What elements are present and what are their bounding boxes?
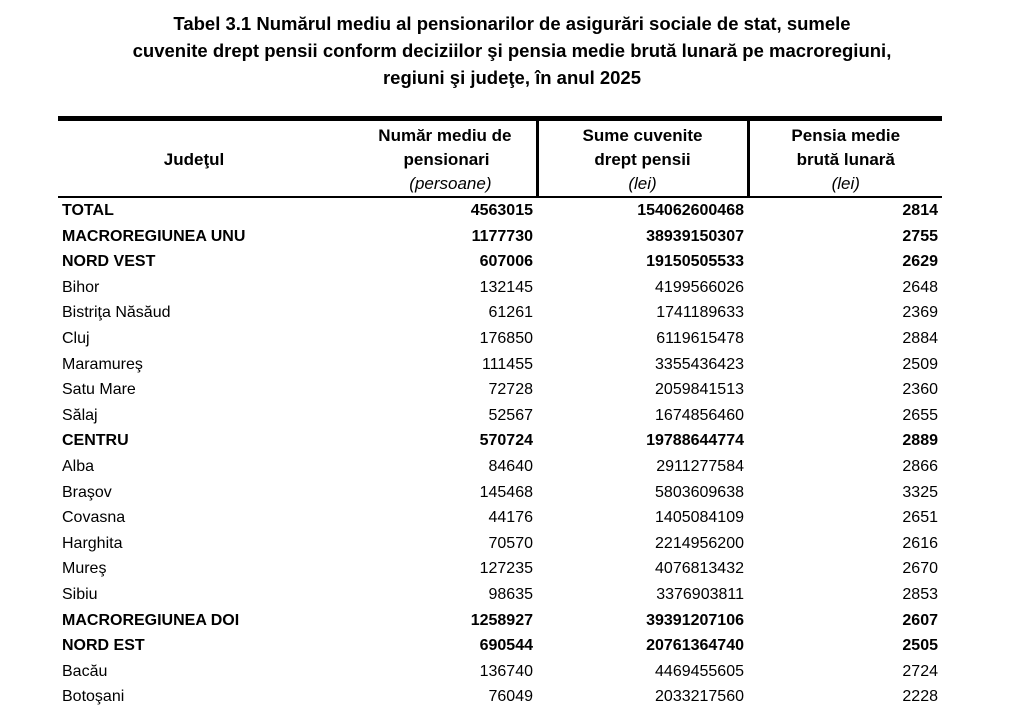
pension-sum: 1674856460 — [655, 406, 744, 424]
county-name: Satu Mare — [62, 381, 136, 399]
county-name: Maramureş — [62, 355, 143, 373]
pension-sum: 2059841513 — [655, 381, 744, 399]
county-name: Harghita — [62, 534, 123, 552]
county-name: Mureş — [62, 560, 107, 578]
county-name: Sibiu — [62, 585, 98, 603]
county-name: Alba — [62, 457, 95, 475]
county-name: Bihor — [62, 278, 100, 296]
table-row — [58, 326, 942, 352]
average-pension: 2607 — [902, 611, 938, 629]
county-name: Bacău — [62, 662, 108, 680]
pensioners-count: 607006 — [479, 253, 533, 271]
average-pension: 2814 — [902, 202, 938, 219]
table-row — [58, 249, 942, 275]
county-name: Botoşani — [62, 688, 125, 706]
pensioners-count: 1177730 — [471, 227, 533, 245]
average-pension: 2724 — [902, 662, 938, 680]
table-row — [58, 377, 942, 403]
table-row — [58, 454, 942, 480]
average-pension: 2369 — [902, 304, 938, 322]
pension-sum: 1405084109 — [655, 509, 744, 527]
title-line: Tabel 3.1 Numărul mediu al pensionarilor de asigurări sociale de stat, sumele — [173, 13, 851, 34]
table-row — [58, 505, 942, 531]
pensioners-count: 61261 — [488, 304, 533, 322]
county-name: TOTAL — [62, 202, 114, 219]
county-name: MACROREGIUNEA DOI — [62, 611, 240, 629]
pensioners-count: 70570 — [488, 534, 533, 552]
average-pension: 2505 — [902, 637, 938, 655]
pensioners-count: 98635 — [488, 585, 533, 603]
table-title — [0, 10, 1024, 91]
average-pension: 2228 — [902, 688, 938, 706]
average-pension: 2866 — [902, 457, 938, 475]
table-row — [58, 403, 942, 429]
pension-sum: 2911277584 — [656, 457, 744, 475]
table-row — [58, 659, 942, 685]
pension-sum: 4076813432 — [655, 560, 744, 578]
table-row — [58, 684, 942, 710]
table-row — [58, 531, 942, 557]
average-pension: 2648 — [902, 278, 938, 296]
average-pension: 2884 — [902, 329, 938, 347]
average-pension: 2755 — [902, 227, 938, 245]
table-row — [58, 608, 942, 634]
header-pensia-medie: Pensia medie brută lunară (lei) — [748, 119, 942, 198]
table-row — [58, 352, 942, 378]
pensioners-count: 1258927 — [470, 611, 533, 629]
pension-sum: 39391207106 — [646, 611, 744, 629]
header-row — [58, 119, 942, 198]
average-pension: 2655 — [902, 406, 938, 424]
pension-sum: 2033217560 — [655, 688, 744, 706]
table-row — [58, 633, 942, 659]
pension-sum: 2214956200 — [655, 534, 744, 552]
pensioners-count: 176850 — [479, 329, 533, 347]
county-name: Bistriţa Năsăud — [62, 304, 171, 322]
pensioners-count: 4563015 — [470, 202, 533, 219]
title-line: regiuni şi judeţe, în anul 2025 — [382, 67, 642, 88]
table-row — [58, 197, 942, 224]
table-row — [58, 300, 942, 326]
header-sume-cuvenite: Sume cuvenite drept pensii (lei) — [537, 119, 748, 198]
table-row — [58, 275, 942, 301]
pensioners-count: 44176 — [488, 509, 533, 527]
pensioners-count: 132145 — [479, 278, 533, 296]
header-numar-pensionari: Număr mediu de pensionari (persoane) — [378, 125, 512, 193]
table-row — [58, 556, 942, 582]
pensioners-count: 52567 — [488, 406, 533, 424]
pension-sum: 20761364740 — [646, 637, 744, 655]
header-judet: Judeţul — [163, 149, 225, 169]
average-pension: 2853 — [902, 585, 938, 603]
pension-sum: 1741189633 — [656, 304, 744, 322]
average-pension: 2360 — [902, 381, 938, 399]
table-row — [58, 428, 942, 454]
average-pension: 2509 — [902, 355, 938, 373]
pension-sum: 6119615478 — [656, 329, 744, 347]
pensioners-count: 145468 — [479, 483, 533, 501]
county-name: Cluj — [62, 329, 90, 347]
county-name: CENTRU — [62, 432, 129, 450]
table-row — [58, 224, 942, 250]
pensioners-count: 76049 — [488, 688, 533, 706]
title-line: cuvenite drept pensii conform deciziilor şi pensia medie brută lunară pe macroregiuni, — [132, 40, 892, 61]
pension-sum: 5803609638 — [655, 483, 744, 501]
county-name: Sălaj — [62, 406, 98, 424]
county-name: NORD EST — [62, 637, 145, 655]
pensioners-count: 690544 — [479, 637, 533, 655]
pension-sum: 154062600468 — [637, 202, 744, 219]
pensioners-count: 570724 — [479, 432, 533, 450]
pensioners-count: 111455 — [481, 355, 533, 373]
average-pension: 2616 — [902, 534, 938, 552]
average-pension: 3325 — [902, 483, 938, 501]
county-name: NORD VEST — [62, 253, 156, 271]
table-row — [58, 582, 942, 608]
county-name: MACROREGIUNEA UNU — [62, 227, 246, 245]
average-pension: 2889 — [902, 432, 938, 450]
pensioners-count: 136740 — [479, 662, 533, 680]
county-name: Covasna — [62, 509, 126, 527]
pension-sum: 4199566026 — [655, 278, 744, 296]
pension-sum: 38939150307 — [646, 227, 744, 245]
pensioners-count: 84640 — [488, 457, 533, 475]
average-pension: 2670 — [902, 560, 938, 578]
pension-table — [58, 116, 942, 710]
average-pension: 2629 — [902, 253, 938, 271]
pension-sum: 3376903811 — [656, 585, 744, 603]
pension-sum: 3355436423 — [655, 355, 744, 373]
pensioners-count: 72728 — [488, 381, 533, 399]
table-row — [58, 480, 942, 506]
pension-sum: 19150505533 — [646, 253, 744, 271]
pension-sum: 19788644774 — [646, 432, 744, 450]
pensioners-count: 127235 — [479, 560, 533, 578]
pension-sum: 4469455605 — [655, 662, 744, 680]
average-pension: 2651 — [902, 509, 938, 527]
county-name: Braşov — [62, 483, 112, 501]
